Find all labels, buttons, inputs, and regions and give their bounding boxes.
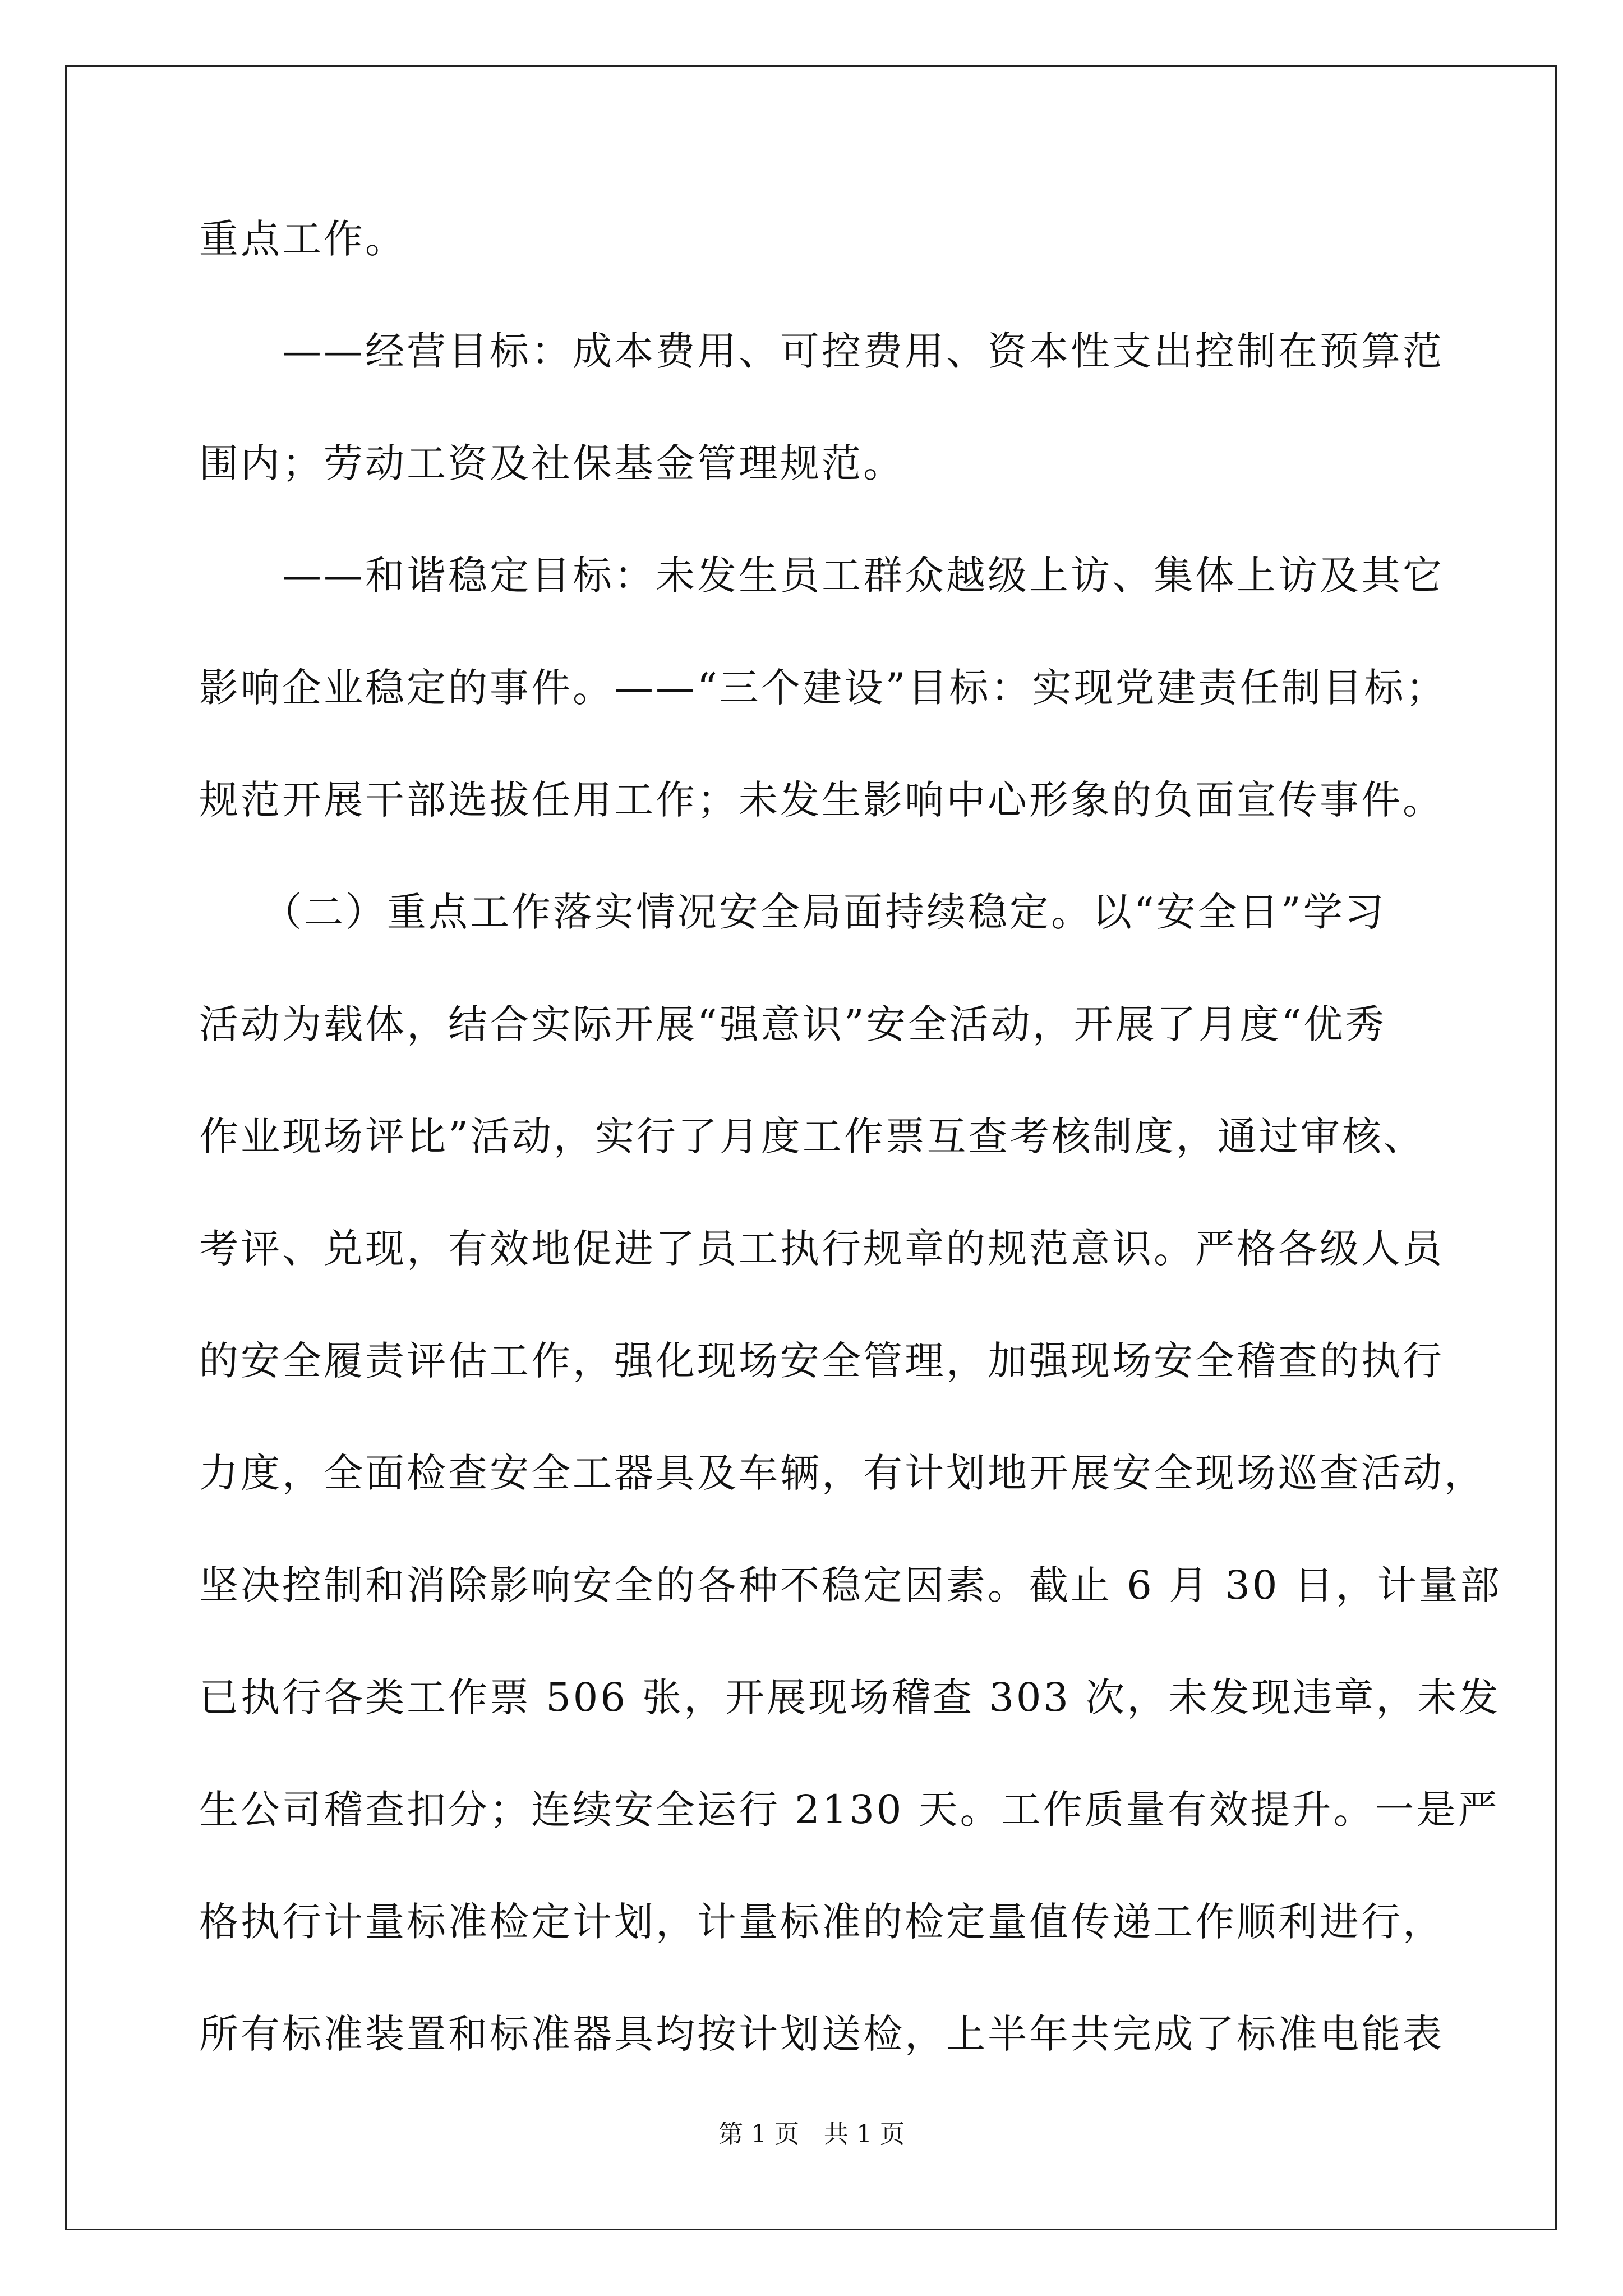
body-text-line: ——经营目标：成本费用、可控费用、资本性支出控制在预算范 [199,328,1444,374]
body-text-line: 作业现场评比”活动，实行了月度工作票互查考核制度，通过审核、 [199,1114,1425,1159]
body-text-line: 活动为载体，结合实际开展“强意识”安全活动，开展了月度“优秀 [199,1001,1387,1047]
body-text-line: 考评、兑现，有效地促进了员工执行规章的规范意识。严格各级人员 [199,1226,1444,1272]
body-text-line: 影响企业稳定的事件。——“三个建设”目标：实现党建责任制目标； [199,665,1447,711]
body-text-line: 坚决控制和消除影响安全的各种不稳定因素。截止 6 月 30 日，计量部 [199,1562,1502,1608]
body-text-line: ——和谐稳定目标：未发生员工群众越级上访、集体上访及其它 [199,553,1444,599]
page-number-footer: 第 1 页 共 1 页 [718,2120,905,2148]
body-text-line: （二）重点工作落实情况安全局面持续稳定。以“安全日”学习 [199,889,1386,935]
body-text-line: 所有标准装置和标准器具均按计划送检，上半年共完成了标准电能表 [199,2011,1444,2057]
body-text-line: 重点工作。 [199,216,407,262]
body-text-line: 规范开展干部选拔任用工作；未发生影响中心形象的负面宣传事件。 [199,777,1444,823]
body-text-line: 围内；劳动工资及社保基金管理规范。 [199,440,905,486]
body-text-line: 格执行计量标准检定计划，计量标准的检定量值传递工作顺利进行， [199,1899,1444,1945]
body-text-line: 力度，全面检查安全工器具及车辆，有计划地开展安全现场巡查活动， [199,1450,1486,1496]
body-text-line: 生公司稽查扣分；连续安全运行 2130 天。工作质量有效提升。一是严 [199,1787,1500,1833]
body-text-line: 已执行各类工作票 506 张，开展现场稽查 303 次，未发现违章，未发 [199,1674,1501,1720]
body-text-line: 的安全履责评估工作，强化现场安全管理，加强现场安全稽查的执行 [199,1338,1444,1384]
